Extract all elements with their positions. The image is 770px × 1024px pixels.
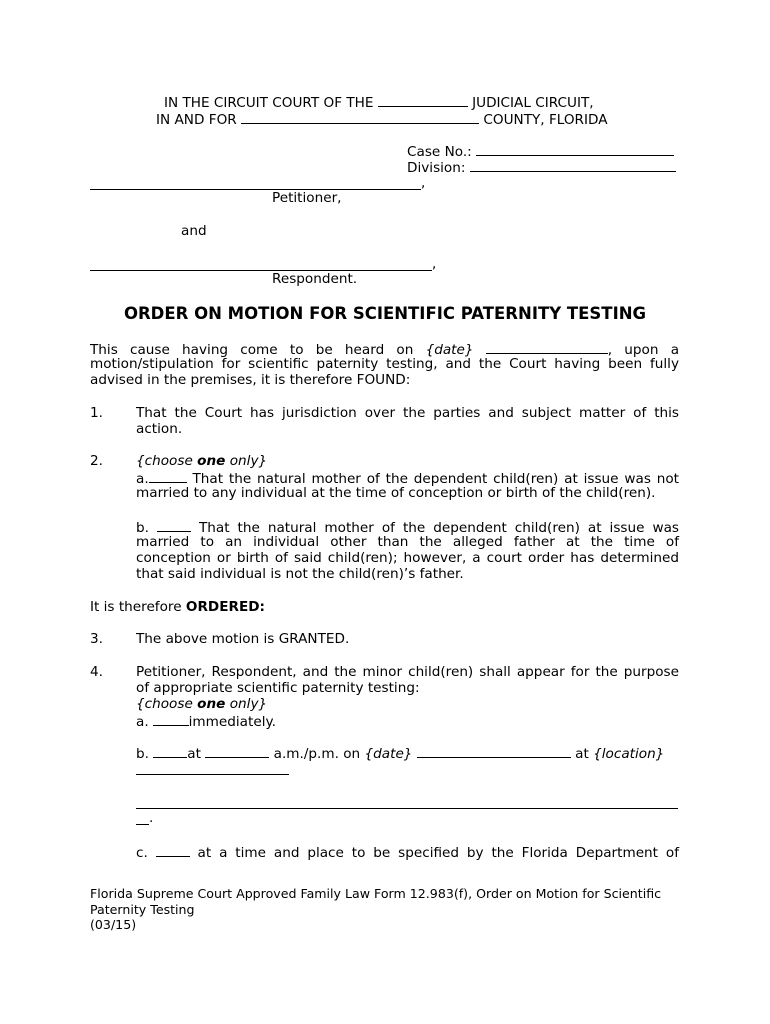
item-4b-location-blank-1[interactable] bbox=[136, 774, 289, 775]
item-4b-location-blank-2[interactable] bbox=[136, 808, 678, 809]
item-1-number: 1. bbox=[90, 405, 103, 421]
county-blank[interactable] bbox=[241, 110, 479, 124]
county-suffix: COUNTY, FLORIDA bbox=[483, 112, 608, 128]
item-4b-prefix: b. bbox=[136, 746, 149, 762]
intro-line-3: advised in the premises, it is therefore FOUND: bbox=[90, 372, 411, 388]
item-2b-check-blank[interactable] bbox=[157, 518, 191, 532]
item-2b-line-4: that said individual is not the child(ren)’s father. bbox=[136, 566, 464, 582]
item-4b-ampm: a.m./p.m. on bbox=[273, 746, 361, 762]
intro-text-a: This cause having come to be heard on bbox=[90, 342, 414, 358]
choose-a: {choose bbox=[136, 453, 193, 469]
petitioner-comma: , bbox=[421, 175, 426, 191]
item-4-number: 4. bbox=[90, 664, 103, 680]
item-4b-at: at bbox=[187, 746, 201, 762]
item-4c-check-blank[interactable] bbox=[156, 843, 190, 857]
item-2a-check-blank[interactable] bbox=[149, 469, 187, 483]
item-4-line-2: of appropriate scientific paternity testing: bbox=[136, 680, 420, 696]
item-2b-text: That the natural mother of the dependent child(ren) at issue was bbox=[198, 520, 679, 536]
intro-comma: , bbox=[607, 342, 613, 358]
item-3-number: 3. bbox=[90, 631, 103, 647]
circuit-blank[interactable] bbox=[378, 93, 468, 107]
hearing-date-blank[interactable] bbox=[486, 340, 608, 354]
division-blank[interactable] bbox=[470, 158, 676, 172]
item-4a-prefix: a. bbox=[136, 714, 149, 730]
case-no-blank[interactable] bbox=[476, 142, 674, 156]
court-suffix: JUDICIAL CIRCUIT, bbox=[472, 95, 594, 111]
item-4c-prefix: c. bbox=[136, 845, 148, 861]
petitioner-label: Petitioner, bbox=[272, 190, 342, 206]
item-4c-line bbox=[136, 843, 679, 862]
item-4b-location-label: {location} bbox=[593, 746, 665, 762]
intro-upon: upon bbox=[624, 342, 659, 358]
item-4-line-1: Petitioner, Respondent, and the minor child(ren) shall appear for the purpose bbox=[136, 664, 679, 680]
intro-a: a bbox=[670, 342, 680, 358]
item-2b-line-2: married to an individual other than the alleged father at the time of bbox=[136, 534, 679, 550]
footer-line-2: Paternity Testing bbox=[90, 902, 195, 917]
choose-c: only} bbox=[229, 453, 268, 469]
item-1-line-2: action. bbox=[136, 421, 183, 437]
county-prefix: IN AND FOR bbox=[156, 112, 237, 128]
division-line bbox=[407, 158, 676, 177]
item-4a-check-blank[interactable] bbox=[153, 712, 189, 726]
item-4b-date-blank[interactable] bbox=[417, 744, 571, 758]
item-1-line-1: That the Court has jurisdiction over the parties and subject matter of this bbox=[136, 405, 679, 421]
item-2b-prefix: b. bbox=[136, 520, 149, 536]
item-2a-text: That the natural mother of the dependent child(ren) at issue was not bbox=[192, 471, 679, 487]
item-4b-at2: at bbox=[575, 746, 589, 762]
item-4b-line bbox=[136, 744, 664, 763]
footer-line-3: (03/15) bbox=[90, 917, 137, 932]
item-2-number: 2. bbox=[90, 453, 103, 469]
ordered-bold: ORDERED: bbox=[185, 599, 265, 615]
item-4a-line bbox=[136, 712, 276, 731]
case-no-label: Case No.: bbox=[407, 144, 472, 160]
footer-line-1: Florida Supreme Court Approved Family Law Form 12.983(f), Order on Motion for Scientific bbox=[90, 886, 662, 901]
item-4b-time-blank[interactable] bbox=[205, 744, 269, 758]
item-4b-check-blank[interactable] bbox=[153, 744, 187, 758]
petitioner-name-blank[interactable] bbox=[90, 189, 421, 190]
item-4-choose bbox=[136, 696, 267, 713]
item-4a-text: immediately. bbox=[188, 714, 276, 730]
item-4b-date-label: {date} bbox=[364, 746, 413, 762]
item-4-choose-c: only} bbox=[229, 696, 268, 712]
division-label: Division: bbox=[407, 160, 466, 176]
ordered-text: It is therefore bbox=[90, 599, 182, 615]
item-4-choose-b: one bbox=[197, 696, 226, 712]
item-4b-period: . bbox=[149, 810, 154, 826]
item-4c-text: at a time and place to be specified by the Florida Department of bbox=[197, 845, 679, 861]
and-label: and bbox=[181, 223, 207, 239]
respondent-comma: , bbox=[432, 256, 437, 272]
county-line bbox=[156, 110, 608, 129]
ordered-line bbox=[90, 599, 265, 616]
item-2b-line-3: conception or birth of said child(ren); however, a court order has determined bbox=[136, 550, 679, 566]
item-2a-prefix: a. bbox=[136, 471, 149, 487]
respondent-name-blank[interactable] bbox=[90, 270, 432, 271]
respondent-label: Respondent. bbox=[272, 271, 358, 287]
choose-b: one bbox=[197, 453, 226, 469]
intro-date-label: {date} bbox=[425, 342, 474, 358]
item-3-text: The above motion is GRANTED. bbox=[136, 631, 350, 647]
document-title: ORDER ON MOTION FOR SCIENTIFIC PATERNITY TESTING bbox=[123, 304, 647, 323]
item-4-choose-a: {choose bbox=[136, 696, 193, 712]
item-2-choose bbox=[136, 453, 267, 470]
item-4b-location-blank-3[interactable] bbox=[136, 824, 149, 825]
intro-line-2: motion/stipulation for scientific paternity testing, and the Court having been fully bbox=[90, 356, 679, 372]
item-2a-line-2: married to any individual at the time of conception or birth of the child(ren). bbox=[136, 485, 656, 501]
court-prefix: IN THE CIRCUIT COURT OF THE bbox=[164, 95, 374, 111]
